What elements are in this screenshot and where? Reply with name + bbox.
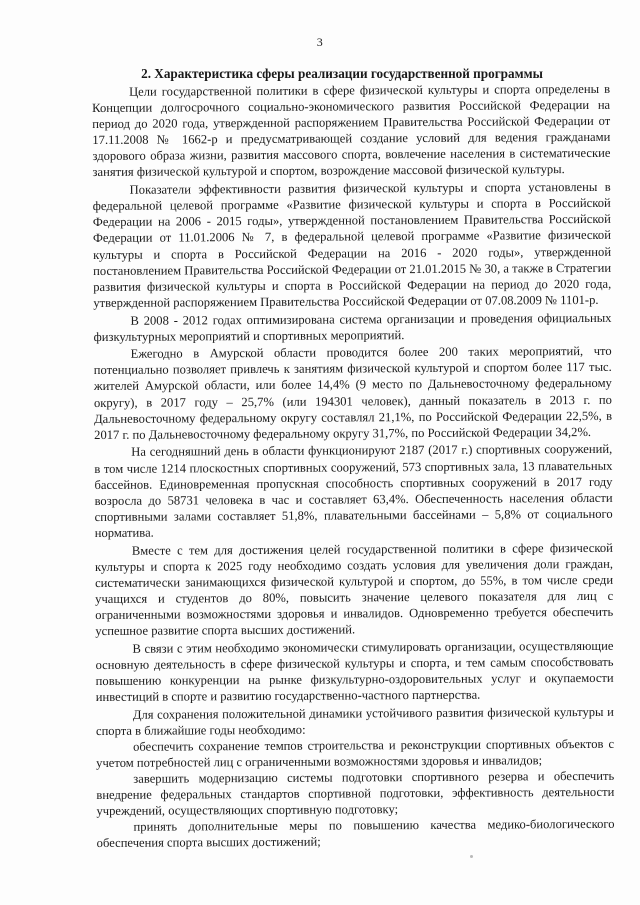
paragraph-targets: Вместе с тем для достижения целей государственной политики в сфере физической культуры и спорта к 2025 году необходимо создать условия для увеличения доли граждан, систематически занимающихся физической культурой и спортом, до 55%, в том числе среди учащихся и студентов до 80%, повысить значение целевого показателя для лиц с ограниченными возможностями здоровья и инвалидов. Одновременно требуется обеспечить успешное развитие спорта высших достижений. bbox=[94, 540, 614, 639]
list-item-modernization: завершить модернизацию системы подготовки спортивного резерва и обеспечить внедрение федеральных стандартов спортивной подготовки, эффективность деятельности учреждений, осуществляющих спортивную подготовку; bbox=[96, 768, 615, 819]
paragraph-indicators: Показатели эффективности развития физической культуры и спорта установлены в федеральной целевой программе «Развитие физической культуры и спорта в Российской Федерации на 2006 - 2015 годы», утвержденной постановлением Правительства Российской Федерации от 11.01.2006 № 7, в федеральной целевой программе «Развитие физической культуры и спорта в Российской Федерации на 2016 - 2020 годы», утвержденной постановлением Правительства Российской Федерации от 21.01.2015 № 30, а также в Стратегии развития физической культуры и спорта в Российской Федерации на период до 2020 года, утвержденной распоряжением Правительства Российской Федерации от 07.08.2009 № 1101-р. bbox=[92, 179, 612, 310]
section-heading: 2. Характеристика сферы реализации государственной программы bbox=[141, 66, 543, 81]
list-item-construction: обеспечить сохранение темпов строительства и реконструкции спортивных объектов с учетом потребностей лиц с ограниченными возможностями здоровья и инвалидов; bbox=[96, 736, 615, 770]
paragraph-dynamics: Для сохранения положительной динамики устойчивого развития физической культуры и спорта в ближайшие годы необходимо: bbox=[95, 704, 614, 738]
list-item-medical: принять дополнительные меры по повышению качества медико-биологического обеспечения спорта высших достижений; bbox=[96, 817, 615, 851]
paragraph-optimization: В 2008 - 2012 годах оптимизирована система организации и проведения официальных физкультурных мероприятий и спортивных мероприятий. bbox=[93, 310, 612, 344]
scan-speck bbox=[470, 855, 473, 858]
paragraph-events: Ежегодно в Амурской области проводится более 200 таких мероприятий, что потенциально позволяет привлечь к занятиям физической культурой и спортом более 117 тыс. жителей Амурской области, или более 14,4% (9 место по Дальневосточному федеральному округу), в 2017 году – 25,7% (или 194301 человек), данный показатель в 2013 г. по Дальневосточному федеральному округу составлял 21,1%, по Российской Федерации 22,5%, в 2017 г. по Дальневосточному федеральному округу 31,7%, по Российской Федерации 34,2%. bbox=[93, 344, 613, 442]
page-number: 3 bbox=[316, 35, 324, 49]
paragraph-stimulus: В связи с этим необходимо экономически стимулировать организации, осуществляющие основную деятельность в сфере физической культуры и спорта, и тем самым способствовать повышению конкуренции на рынке физкультурно-оздоровительных услуг и окупаемости инвестиций в спорте и развитию государственно-частного партнерства. bbox=[95, 638, 614, 705]
paragraph-facilities: На сегодняшний день в области функционируют 2187 (2017 г.) спортивных сооружений, в том числе 1214 плоскостных спортивных сооружений, 573 спортивных зала, 13 плавательных бассейнов. Единовременная пропускная способность спортивных сооружений в 2017 году возросла до 58731 человека в час и составляет 63,4%. Обеспеченность населения области спортивными залами составляет 51,8%, плавательными бассейнами – 5,8% от социального норматива. bbox=[94, 442, 613, 540]
document-body bbox=[92, 81, 615, 852]
paragraph-goals: Цели государственной политики в сфере физической культуры и спорта определены в Концепции долгосрочного социально-экономического развития Российской Федерации на период до 2020 года, утвержденной распоряжением Правительства Российской Федерации от 17.11.2008 № 1662-р и предусматривающей создание условий для ведения гражданами здорового образа жизни, развития массового спорта, вовлечение населения в систематические занятия физической культурой и спортом, возрождение массовой физической культуры. bbox=[92, 81, 611, 180]
